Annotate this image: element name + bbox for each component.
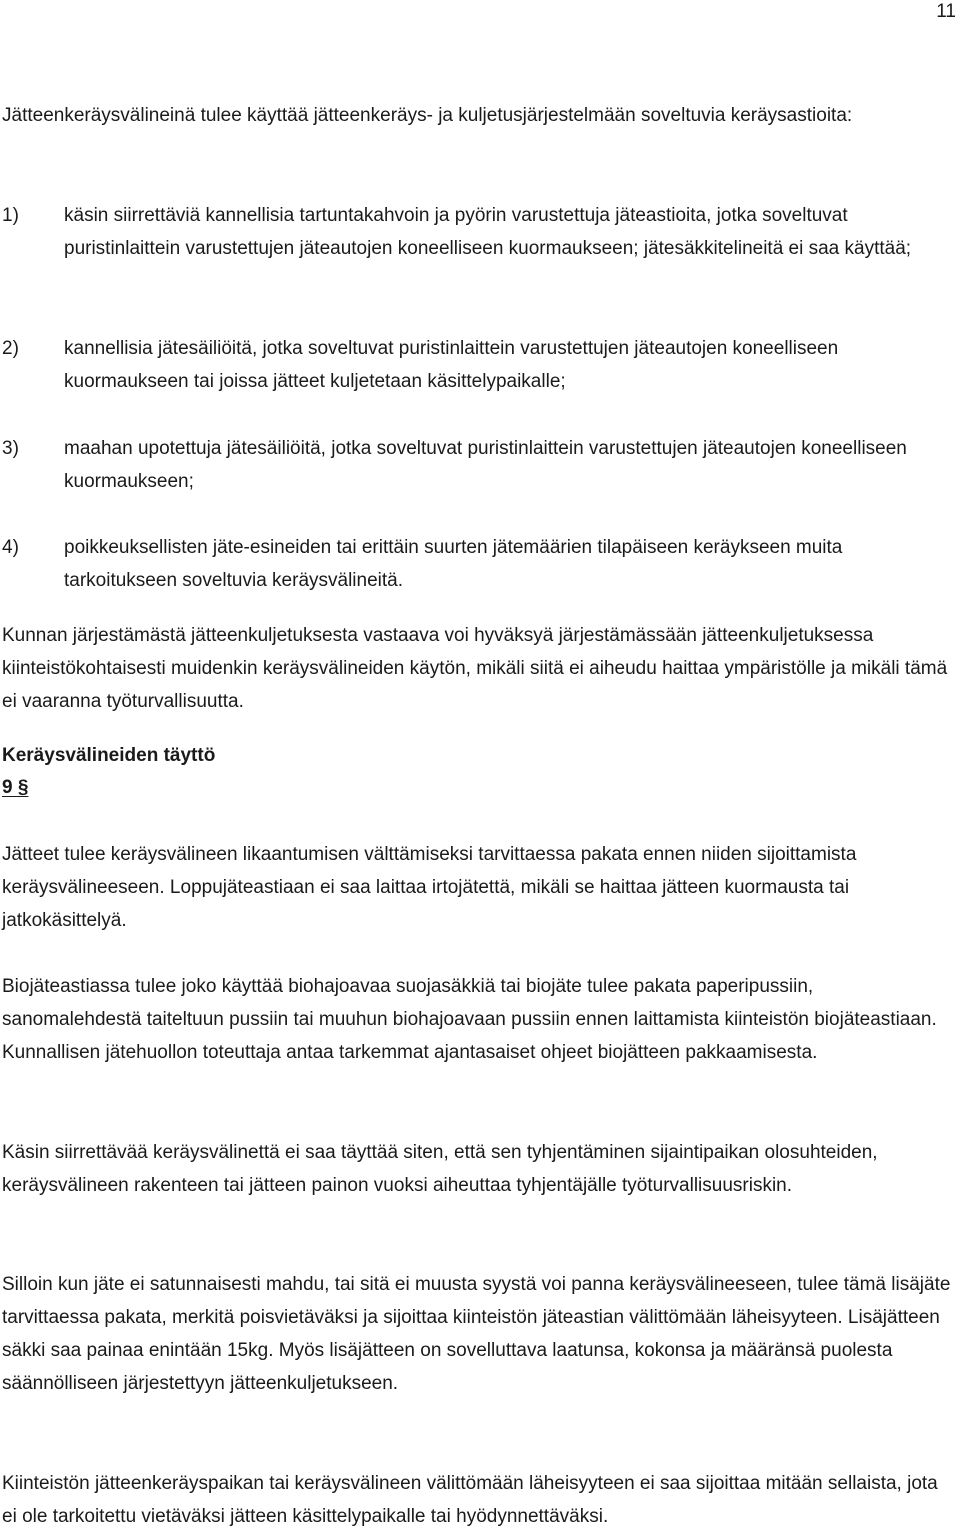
paragraph: Kiinteistön jätteenkeräyspaikan tai keräysvälineen välittömään läheisyyteen ei saa sijoittaa mitään sellaista, jota ei ole tarkoitettu vietäväksi jätteen käsittelypaikalle tai hyödynnettäväksi.: [2, 1473, 938, 1527]
municipal-paragraph: Kunnan järjestämästä jätteenkuljetuksesta vastaava voi hyväksyä järjestämässään jätteenkuljetuksessa kiinteistökohtaisesti muidenkin keräysvälineiden käytön, mikäli siitä ei aiheudu haittaa ympäristölle ja mikäli tämä ei vaaranna työturvallisuutta.: [2, 625, 948, 712]
list-item-text: poikkeuksellisten jäte-esineiden tai erittäin suurten jätemäärien tilapäiseen keräykseen muita tarkoitukseen soveltuvia keräysvälineitä.: [64, 537, 843, 591]
paragraph: Silloin kun jäte ei satunnaisesti mahdu, tai sitä ei muusta syystä voi panna keräysvälineeseen, tulee tämä lisäjäte tarvittaessa pakata, merkitä poisvietäväksi ja sijoittaa kiinteistön jäteastian välittömään läheisyyteen. Lisäjätteen säkki saa painaa enintään 15kg. Myös lisäjätteen on sovelluttava laatunsa, kokonsa ja määränsä puolesta säännölliseen järjestettyyn jätteenkuljetukseen.: [2, 1274, 951, 1394]
list-item-number: 4): [2, 537, 19, 558]
section-number-line: [2, 771, 952, 804]
list-item-text: kannellisia jätesäiliöitä, jotka soveltuvat puristinlaittein varustettujen jäteautojen koneelliseen kuormaukseen tai joissa jätteet kuljetetaan käsittelypaikalle;: [64, 338, 839, 392]
list-item-number: 3): [2, 438, 19, 459]
paragraph: Käsin siirrettävää keräysvälinettä ei saa täyttää siten, että sen tyhjentäminen sijaintipaikan olosuhteiden, keräysvälineen rakenteen tai jätteen painon vuoksi aiheuttaa tyhjentäjälle työturvallisuusriskin.: [2, 1142, 878, 1196]
intro-paragraph: Jätteenkeräysvälineinä tulee käyttää jätteenkeräys- ja kuljetusjärjestelmään soveltuvia keräysastioita:: [2, 105, 853, 126]
paragraph: Biojäteastiassa tulee joko käyttää biohajoavaa suojasäkkiä tai biojäte tulee pakata paperipussiin, sanomalehdestä taiteltuun pussiin tai muuhun biohajoavaan pussiin ennen laittamista kiinteistön biojäteastiaan. Kunnallisen jätehuollon toteuttaja antaa tarkemmat ajantasaiset ohjeet biojätteen pakkaamisesta.: [2, 976, 937, 1063]
page-number: 11: [936, 1, 956, 22]
list-item-number: 2): [2, 338, 19, 359]
list-item-text: käsin siirrettäviä kannellisia tartuntakahvoin ja pyörin varustettuja jäteastioita, jotka soveltuvat puristinlaittein varustettujen jäteautojen koneelliseen kuormaukseen; jätesäkkitelineitä ei saa käyttää;: [64, 205, 912, 259]
paragraph: Jätteet tulee keräysvälineen likaantumisen välttämiseksi tarvittaessa pakata ennen niiden sijoittamista keräysvälineeseen. Loppujäteastiaan ei saa laittaa irtojätettä, mikäli se haittaa jätteen kuormausta tai jatkokäsittelyä.: [2, 844, 857, 931]
section-heading: Keräysvälineiden täyttö: [2, 745, 216, 766]
list-item-number: 1): [2, 205, 19, 226]
list-item-text: maahan upotettuja jätesäiliöitä, jotka soveltuvat puristinlaittein varustettujen jäteautojen koneelliseen kuormaukseen;: [64, 438, 907, 492]
section-number: 9 §: [2, 777, 29, 798]
